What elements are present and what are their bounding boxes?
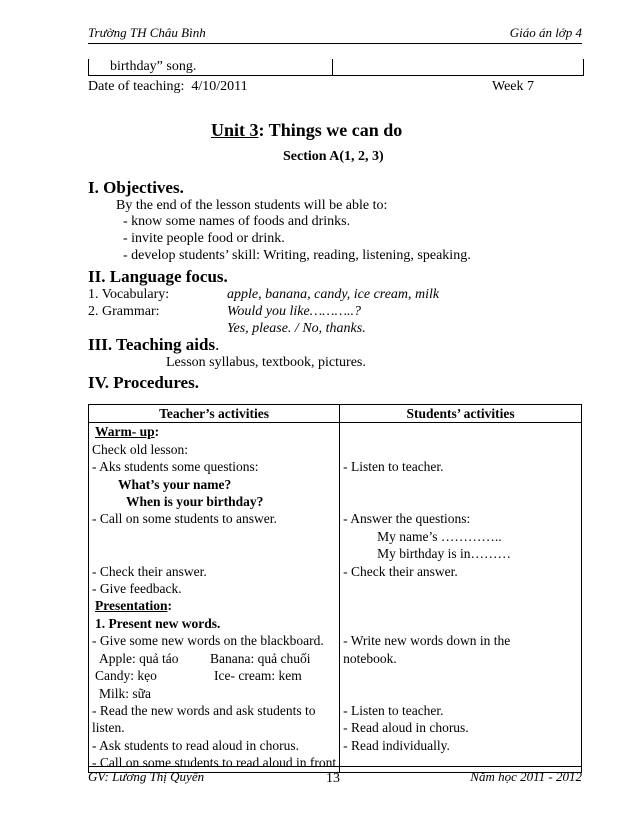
presentation-text: Presentation <box>95 598 168 614</box>
warm-up-text: Warm- up <box>95 424 155 440</box>
date-of-teaching <box>88 79 248 95</box>
vocab-line <box>92 667 336 684</box>
check-old-lesson: Check old lesson: <box>92 441 188 457</box>
students-activities-cell <box>340 423 582 772</box>
vocab-banana: Banana: quả chuối <box>210 650 311 666</box>
student-listen: - Listen to teacher. <box>343 459 444 475</box>
objectives-intro: By the end of the lesson students will be able to: <box>116 198 388 213</box>
vocab-line <box>92 650 336 667</box>
grammar-value: Would you like………..? <box>227 304 362 319</box>
vocabulary-label: 1. Vocabulary: <box>88 287 170 302</box>
present-new-words: 1. Present new words. <box>95 615 221 631</box>
unit-name: : Things we can do <box>258 120 403 140</box>
students-column-header: Students’ activities <box>340 405 582 423</box>
give-new-words: - Give some new words on the blackboard. <box>92 633 324 649</box>
give-feedback: - Give feedback. <box>92 581 182 597</box>
unit-title <box>211 120 402 141</box>
check-answer: - Check their answer. <box>92 563 207 579</box>
vocabulary-value: apple, banana, candy, ice cream, milk <box>227 287 440 302</box>
date-label: Date of teaching: <box>88 79 185 94</box>
question-name: What’s your name? <box>118 476 232 492</box>
presentation-colon: : <box>167 598 172 614</box>
footer-teacher: GV: Lương Thị Quyên <box>88 769 205 784</box>
teaching-aids-dot: . <box>215 335 220 354</box>
student-my-name: My name’s ………….. <box>377 528 502 544</box>
teaching-aids-text: Lesson syllabus, textbook, pictures. <box>166 355 366 370</box>
student-listen-2: - Listen to teacher. <box>343 702 444 718</box>
student-read-chorus: - Read aloud in chorus. <box>343 720 469 736</box>
section-title: Section A(1, 2, 3) <box>283 149 384 164</box>
language-focus-heading: II. Language focus. <box>88 267 228 286</box>
warm-up-label <box>92 423 336 440</box>
table-header-row <box>89 405 582 423</box>
read-new-words-cont: listen. <box>92 720 125 736</box>
footer-year: Năm học 2011 - 2012 <box>470 769 582 784</box>
footer-rule <box>88 766 582 767</box>
vocab-milk: Milk: sữa <box>99 685 151 701</box>
header-rule <box>88 43 582 44</box>
vocab-apple: Apple: quả táo <box>99 650 179 666</box>
student-write-words: - Write new words down in the <box>343 633 511 649</box>
unit-number: Unit 3 <box>211 120 259 140</box>
objectives-heading: I. Objectives. <box>88 178 184 197</box>
objective-item: - invite people food or drink. <box>123 231 285 246</box>
student-answer: - Answer the questions: <box>343 511 471 527</box>
read-new-words: - Read the new words and ask students to <box>92 702 316 718</box>
header-subject: Giáo án lớp 4 <box>509 25 582 40</box>
call-read-aloud: - Call on some students to read aloud in front <box>92 755 337 771</box>
week-label: Week 7 <box>492 79 535 94</box>
teaching-aids-heading <box>88 335 219 355</box>
header-school: Trường TH Châu Bình <box>88 25 206 40</box>
grammar-value-2: Yes, please. / No, thanks. <box>227 321 366 336</box>
student-write-words-cont: notebook. <box>343 650 397 666</box>
ask-questions: - Aks students some questions: <box>92 459 259 475</box>
date-value: 4/10/2011 <box>191 79 248 94</box>
question-birthday: When is your birthday? <box>126 494 264 510</box>
table-row <box>89 423 582 772</box>
procedures-table <box>88 404 582 773</box>
call-on-answer: - Call on some students to answer. <box>92 511 277 527</box>
objective-item: - develop students’ skill: Writing, reading, listening, speaking. <box>123 248 471 263</box>
procedures-heading: IV. Procedures. <box>88 373 199 392</box>
student-read-individually: - Read individually. <box>343 737 450 753</box>
previous-table-text: birthday” song. <box>110 59 197 74</box>
student-my-birthday: My birthday is in……… <box>377 546 511 562</box>
teacher-activities-cell <box>89 423 340 772</box>
teacher-column-header: Teacher’s activities <box>89 405 340 423</box>
read-chorus: - Ask students to read aloud in chorus. <box>92 737 299 753</box>
presentation-label <box>92 597 336 614</box>
teaching-aids-title: III. Teaching aids <box>88 335 216 354</box>
grammar-label: 2. Grammar: <box>88 304 160 319</box>
vocab-candy: Candy: kẹo <box>95 668 157 684</box>
objective-item: - know some names of foods and drinks. <box>123 214 351 229</box>
page-number: 13 <box>326 771 340 786</box>
warm-up-colon: : <box>154 424 160 440</box>
student-check: - Check their answer. <box>343 563 458 579</box>
vocab-icecream: Ice- cream: kem <box>214 668 302 684</box>
